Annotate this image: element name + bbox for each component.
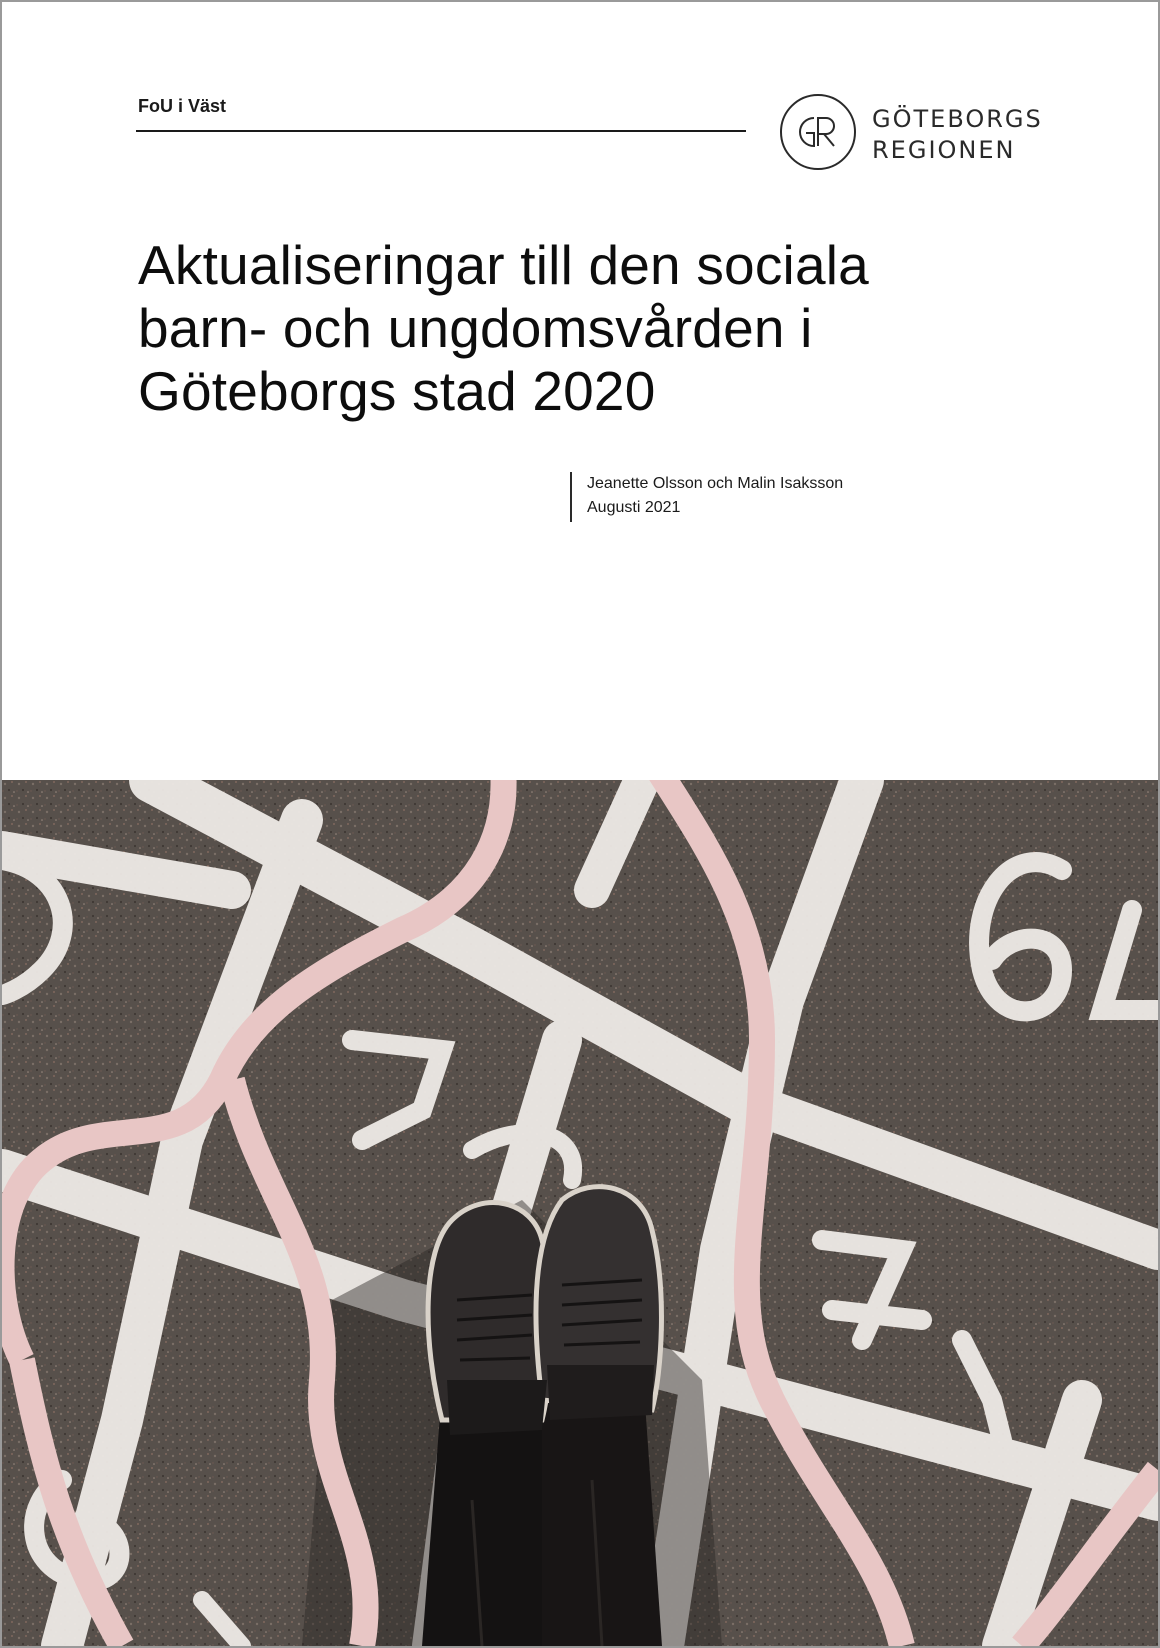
logo-line-1: GÖTEBORGS xyxy=(872,105,1043,133)
report-meta xyxy=(570,472,843,522)
title-line-3: Göteborgs stad 2020 xyxy=(138,360,656,422)
cover-photo xyxy=(2,780,1158,1646)
header-rule xyxy=(136,130,746,132)
goteborgsregionen-logo xyxy=(778,92,1043,176)
title-line-1: Aktualiseringar till den sociala xyxy=(138,234,869,296)
hopscotch-photo-illustration xyxy=(2,780,1158,1646)
title-line-2: barn- och ungdomsvården i xyxy=(138,297,813,359)
gr-monogram-icon xyxy=(778,92,858,172)
report-title xyxy=(138,234,1038,423)
authors: Jeanette Olsson och Malin Isaksson xyxy=(587,475,844,492)
series-label: FoU i Väst xyxy=(138,96,227,116)
logo-wordmark xyxy=(872,104,1043,166)
publication-date: Augusti 2021 xyxy=(587,499,681,516)
logo-line-2: REGIONEN xyxy=(872,136,1016,164)
